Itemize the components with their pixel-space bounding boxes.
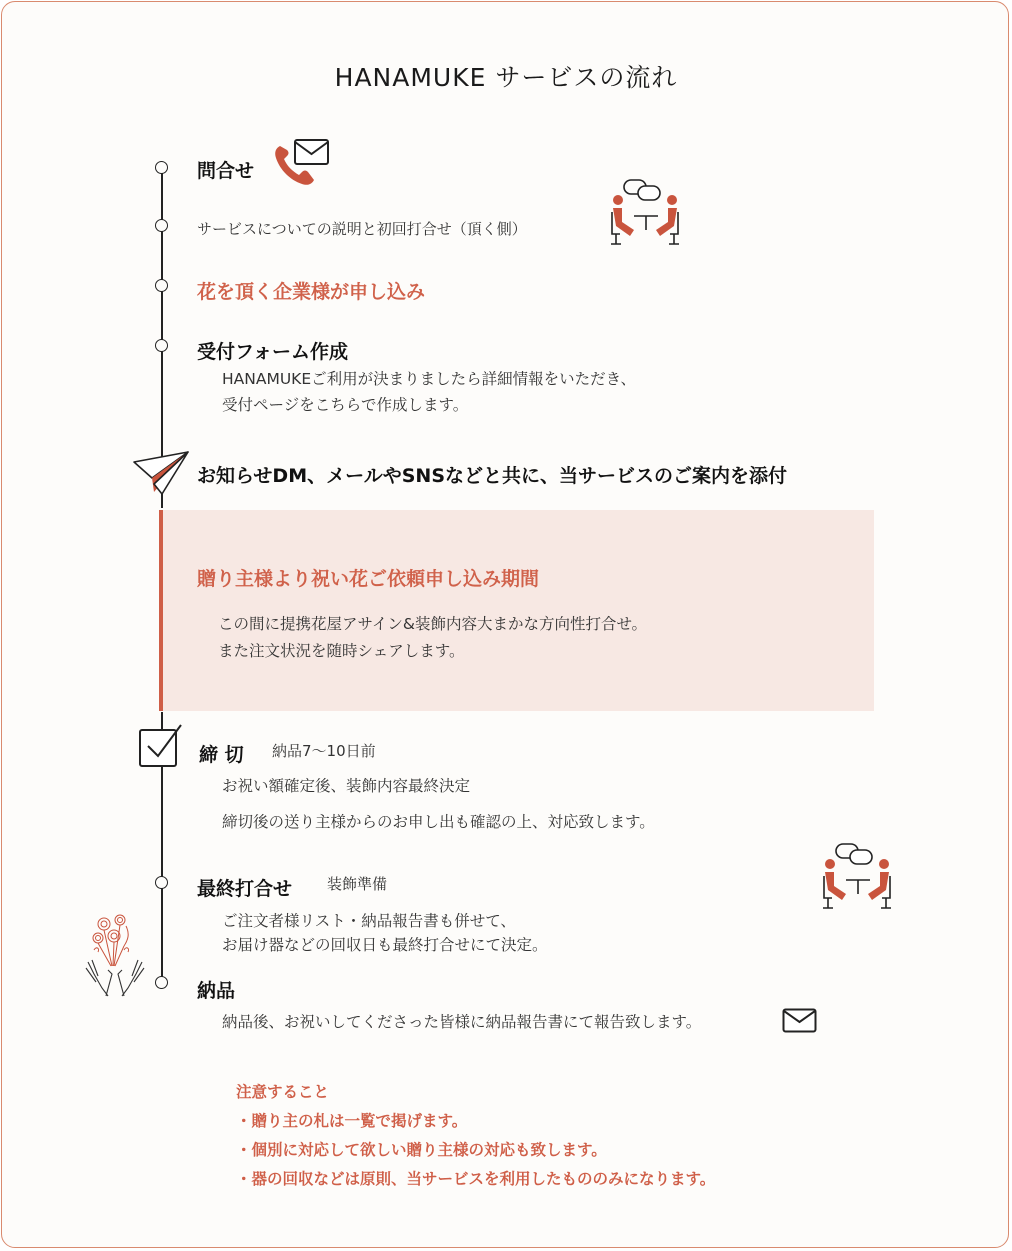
flower-hands-icon <box>84 910 146 998</box>
step-deadline-label: 締 切 <box>199 744 244 766</box>
application-period-bar <box>159 510 163 711</box>
timeline-dot <box>155 161 168 174</box>
step-final-label: 最終打合せ <box>197 878 293 900</box>
step-form-line-2: 受付ページをこちらで作成します。 <box>222 396 469 414</box>
page-title: HANAMUKE サービスの流れ <box>334 63 678 92</box>
step-period-line-1: この間に提携花屋アサイン&装飾内容大まかな方向性打合せ。 <box>218 615 648 633</box>
step-form-label: 受付フォーム作成 <box>197 341 349 363</box>
timeline-dot <box>155 339 168 352</box>
checkbox-icon <box>138 722 184 768</box>
phone-mail-icon <box>272 138 332 188</box>
step-delivery-label: 納品 <box>197 980 236 1002</box>
paper-plane-icon <box>132 450 192 496</box>
step-apply-label: 花を頂く企業様が申し込み <box>197 281 426 303</box>
notes-item: ・個別に対応して欲しい贈り主様の対応も致します。 <box>236 1141 607 1159</box>
timeline-dot <box>155 219 168 232</box>
step-period-label: 贈り主様より祝い花ご依頼申し込み期間 <box>197 568 540 590</box>
notes-item: ・贈り主の札は一覧で掲げます。 <box>236 1112 468 1130</box>
meeting-icon <box>608 178 684 248</box>
step-deadline-line-2: 締切後の送り主様からのお申し出も確認の上、対応致します。 <box>222 813 655 831</box>
step-form-line-1: HANAMUKEご利用が決まりましたら詳細情報をいただき、 <box>222 370 637 388</box>
timeline-dot <box>155 279 168 292</box>
step-explain-label: サービスについての説明と初回打合せ（頂く側） <box>197 220 527 238</box>
step-deadline-sub: 納品7〜10日前 <box>272 742 376 760</box>
timeline-dot <box>155 976 168 989</box>
notes-heading: 注意すること <box>236 1083 330 1101</box>
step-inquiry-label: 問合せ <box>197 160 255 182</box>
step-final-line-2: お届け器などの回収日も最終打合せにて決定。 <box>222 936 548 954</box>
step-delivery-line-1: 納品後、お祝いしてくださった皆様に納品報告書にて報告致します。 <box>222 1013 702 1031</box>
mail-icon <box>782 1008 818 1034</box>
step-notify-label: お知らせDM、メールやSNSなどと共に、当サービスのご案内を添付 <box>197 465 787 487</box>
step-final-line-1: ご注文者様リスト・納品報告書も併せて、 <box>222 912 516 930</box>
step-deadline-line-1: お祝い額確定後、装飾内容最終決定 <box>222 777 471 795</box>
meeting-icon <box>820 842 896 912</box>
step-period-line-2: また注文状況を随時シェアします。 <box>218 642 465 660</box>
notes-item: ・器の回収などは原則、当サービスを利用したもののみになります。 <box>236 1170 716 1188</box>
step-final-sub: 装飾準備 <box>327 875 388 893</box>
timeline-dot <box>155 876 168 889</box>
